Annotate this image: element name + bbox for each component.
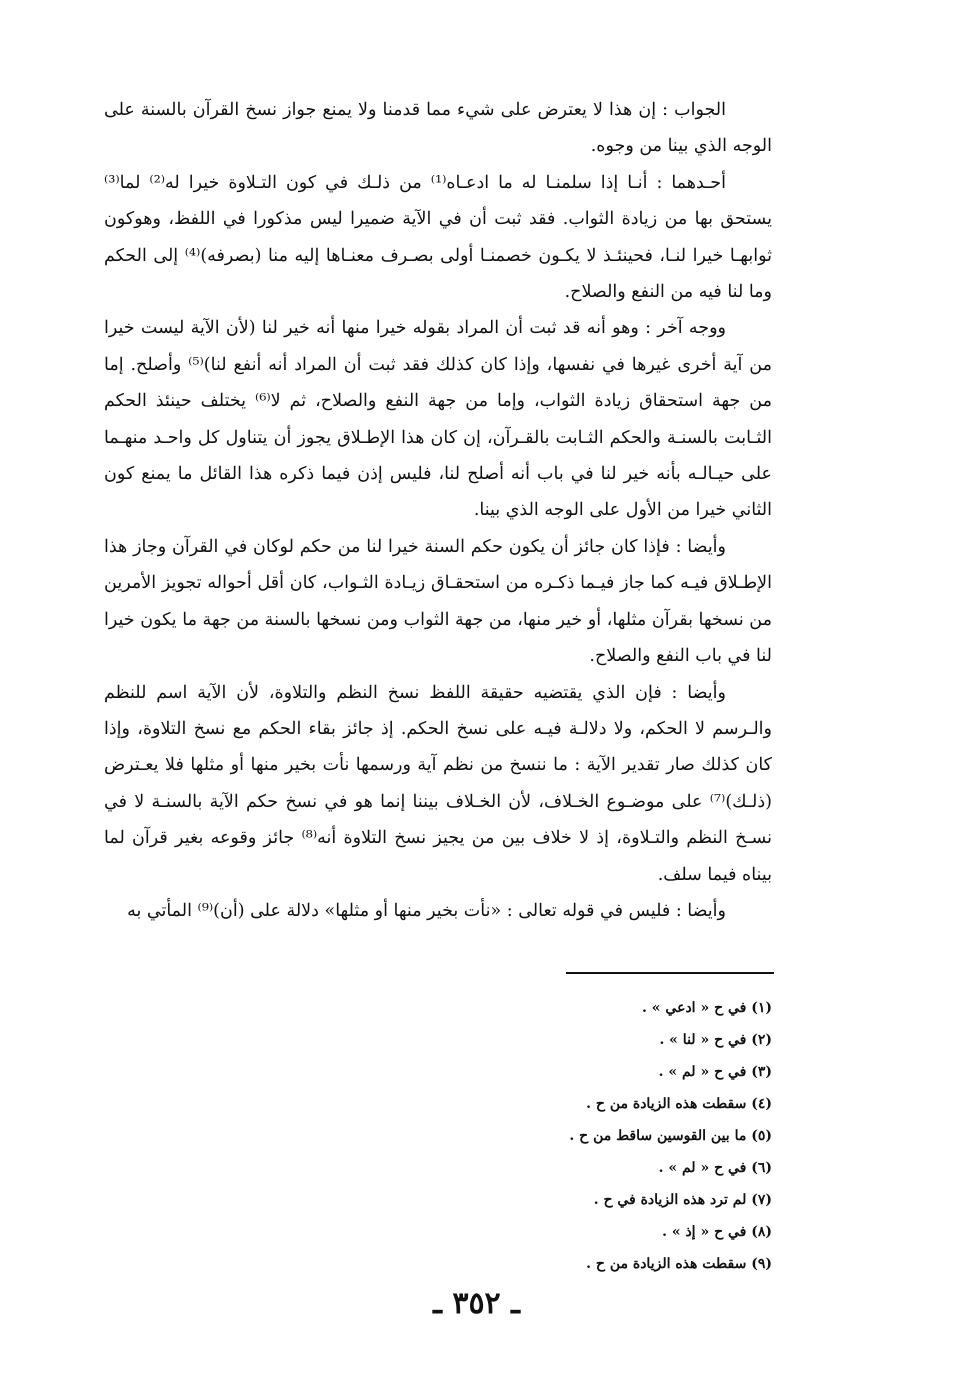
paragraph-first-aspect: أحـدهما : أنـا إذا سلمنـا له ما ادعـاه⁽¹⁾ من ذلـك في كون التـلاوة خيرا له⁽²⁾ لما⁽³⁾ يستحق بها من زيادة الثواب. فقد ثبت أن في الآية ضميرا ليس مذكورا في اللفظ، وهوكون ثوابهـا خيرا لنـا، فحينئـذ لا يكـون خصمنـا أولى بصـرف معنـاها إليه منا (بصرفه)⁽⁴⁾ إلى الحكم وما لنا فيه من النفع والصلاح.	[104, 172, 772, 303]
paragraph-another-aspect: ووجه آخر : وهو أنه قد ثبت أن المراد بقوله خيرا منها أنه خير لنا (لأن الآية ليست خيرا من آية أخرى غيرها في نفسها، وإذا كان كذلك فقد ثبت أن المراد أنه أنفع لنا)⁽⁵⁾ وأصلح. إما من جهة استحقاق زيادة الثواب، وإما من جهة النفع والصلاح، ثم لا⁽⁶⁾ يختلف حينئذ الحكم الثـابت بالسنـة والحكم الثـابت بالقـرآن، إن كان هذا الإطـلاق يجوز أن يتناول كل واحـد منهـما على حيـالـه بأنه خير لنا في باب أنه أصلح لنا، فليس إذن فيما ذكره هذا القائل ما يمنع كون الثاني خيرا من الأول على الوجه الذي بينا.	[104, 318, 773, 521]
page-number: ـ ٣٥٢ ـ	[433, 1286, 520, 1321]
footnote-6: (٦) في ح « لم » .	[658, 1160, 772, 1176]
footnote-8: (٨) في ح « إذ » .	[662, 1224, 772, 1240]
footnote-separator	[566, 972, 774, 974]
paragraph-also-3: وأيضا : فليس في قوله تعالى : «نأت بخير منها أو مثلها» دلالة على (أن)⁽⁹⁾ المأتي به	[127, 900, 726, 921]
footnote-4: (٤) سقطت هذه الزيادة من ح .	[586, 1096, 772, 1112]
paragraph-also-1: وأيضا : فإذا كان جائز أن يكون حكم السنة خيرا لنا من حكم لوكان في القرآن وجاز هذا الإطـلاق فيـه كما جاز فيـما ذكـره من استحقـاق زيـادة الثـواب، كان أقل أحواله تجويز الأمرين من نسخها بقرآن مثلها، أو خير منها، من جهة الثواب ومن نسخها بالسنة من جهة ما يكون خيرا لنا في باب النفع والصلاح.	[104, 536, 772, 667]
footnotes	[380, 992, 772, 1280]
footnote-9: (٩) سقطت هذه الزيادة من ح .	[586, 1256, 772, 1272]
footnote-2: (٢) في ح « لنا » .	[659, 1032, 772, 1048]
paragraph-also-2: وأيضا : فإن الذي يقتضيه حقيقة اللفظ نسخ النظم والتلاوة، لأن الآية اسم للنظم والـرسم لا الحكم، ولا دلالـة فيـه على نسخ الحكم. إذ جائز بقاء الحكم مع نسخ التلاوة، وإذا كان كذلك صار تقدير الآية : ما ننسخ من نظم آية ورسمها نأت بخير منها أو مثلها فلا يعـترض (ذلـك)⁽⁷⁾ على موضـوع الخـلاف، لأن الخـلاف بيننا إنما هو في نسخ حكم الآية بالسنـة لا في نسـخ النظم والتـلاوة، إذ لا خلاف بين من يجيز نسخ التلاوة أنه⁽⁸⁾ جائز وقوعه بغير قرآن لما بيناه فيما سلف.	[104, 682, 772, 885]
main-text	[104, 92, 772, 929]
footnote-3: (٣) في ح « لم » .	[658, 1064, 772, 1080]
footnote-7: (٧) لم ترد هذه الزيادة في ح .	[593, 1192, 772, 1208]
paragraph-answer: الجواب : إن هذا لا يعترض على شيء مما قدمنا ولا يمنع جواز نسخ القرآن بالسنة على الوجه الذي بينا من وجوه.	[104, 100, 772, 157]
footnote-1: (١) في ح « ادعي » .	[642, 1000, 772, 1016]
footnote-5: (٥) ما بين القوسين ساقط من ح .	[569, 1128, 772, 1144]
